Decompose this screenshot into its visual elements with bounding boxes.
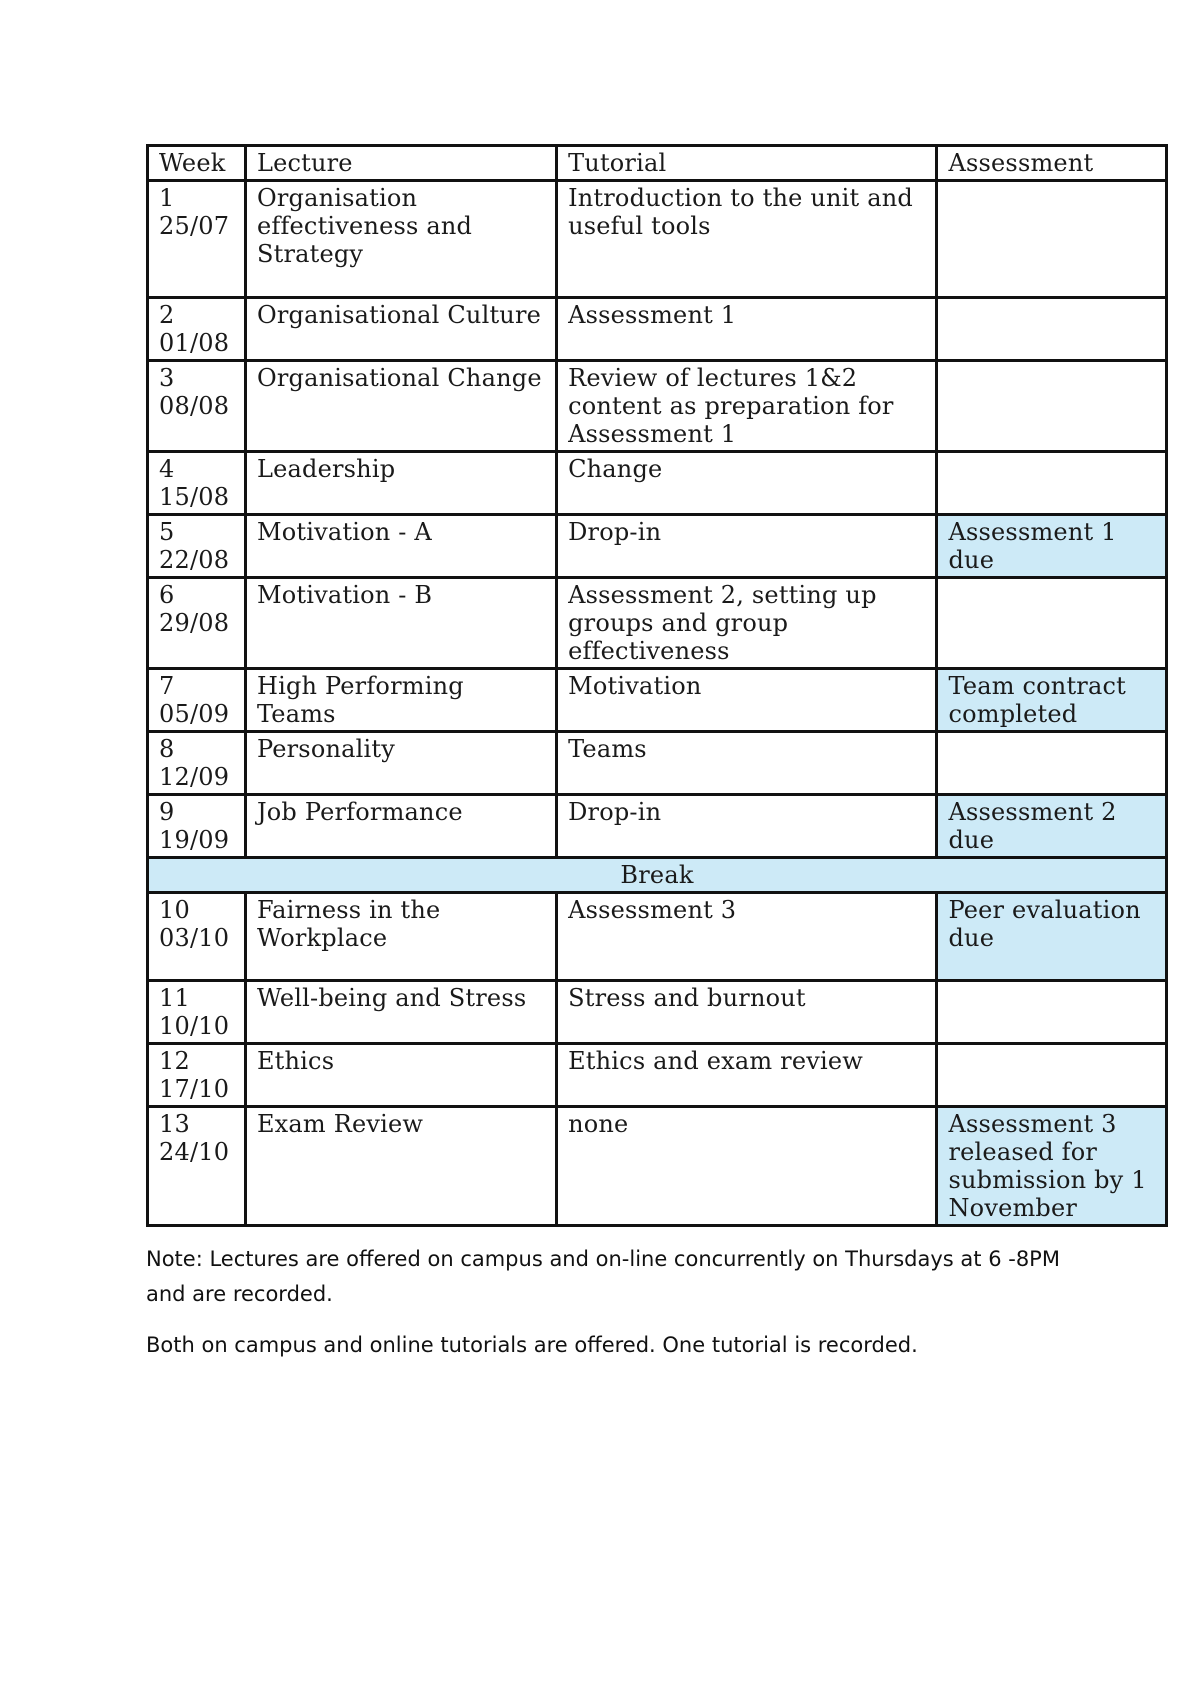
lecture-cell: High Performing Teams	[245, 669, 556, 732]
header-week: Week	[148, 146, 246, 181]
table-row	[148, 361, 1167, 452]
schedule-table	[146, 144, 1168, 1227]
week-number: 7	[159, 672, 175, 700]
week-cell	[148, 515, 246, 578]
week-date: 17/10	[159, 1075, 230, 1103]
table-row	[148, 981, 1167, 1044]
lecture-cell: Organisation effectiveness and Strategy	[245, 181, 556, 298]
table-row	[148, 515, 1167, 578]
table-row	[148, 452, 1167, 515]
assessment-cell	[937, 578, 1167, 669]
table-row	[148, 1044, 1167, 1107]
assessment-cell	[937, 181, 1167, 298]
week-number: 13	[159, 1110, 190, 1138]
table-row	[148, 732, 1167, 795]
lecture-cell: Ethics	[245, 1044, 556, 1107]
week-cell	[148, 298, 246, 361]
week-number: 3	[159, 364, 175, 392]
week-number: 1	[159, 184, 175, 212]
week-cell	[148, 981, 246, 1044]
assessment-cell-highlighted: Assessment 3 released for submission by 1 November	[937, 1107, 1167, 1226]
table-row	[148, 1107, 1167, 1226]
lecture-cell: Organisational Culture	[245, 298, 556, 361]
week-cell	[148, 361, 246, 452]
table-row	[148, 795, 1167, 858]
assessment-cell-highlighted: Peer evaluation due	[937, 893, 1167, 981]
tutorial-cell: Introduction to the unit and useful tools	[557, 181, 937, 298]
table-row	[148, 893, 1167, 981]
week-cell	[148, 578, 246, 669]
table-row	[148, 298, 1167, 361]
week-date: 03/10	[159, 924, 230, 952]
assessment-cell	[937, 452, 1167, 515]
tutorial-cell: Drop-in	[557, 515, 937, 578]
week-date: 12/09	[159, 763, 230, 791]
lecture-cell: Fairness in the Workplace	[245, 893, 556, 981]
notes-section	[146, 1242, 1086, 1379]
assessment-cell	[937, 732, 1167, 795]
tutorial-cell: none	[557, 1107, 937, 1226]
assessment-cell-highlighted: Team contract completed	[937, 669, 1167, 732]
assessment-cell	[937, 361, 1167, 452]
week-cell	[148, 669, 246, 732]
week-cell	[148, 452, 246, 515]
note-lectures: Note: Lectures are offered on campus and on-line concurrently on Thursdays at 6 -8PM and are recorded.	[146, 1247, 1060, 1306]
week-number: 9	[159, 798, 175, 826]
header-tutorial: Tutorial	[557, 146, 937, 181]
week-cell	[148, 1107, 246, 1226]
lecture-cell: Motivation - A	[245, 515, 556, 578]
tutorial-cell: Drop-in	[557, 795, 937, 858]
week-date: 19/09	[159, 826, 230, 854]
week-number: 10	[159, 896, 190, 924]
table-row	[148, 181, 1167, 298]
week-cell	[148, 732, 246, 795]
tutorial-cell: Ethics and exam review	[557, 1044, 937, 1107]
week-number: 2	[159, 301, 175, 329]
tutorial-cell: Assessment 3	[557, 893, 937, 981]
tutorial-cell: Change	[557, 452, 937, 515]
header-assessment: Assessment	[937, 146, 1167, 181]
lecture-cell: Job Performance	[245, 795, 556, 858]
assessment-cell-highlighted: Assessment 1 due	[937, 515, 1167, 578]
week-number: 4	[159, 455, 175, 483]
week-cell	[148, 795, 246, 858]
note-tutorials: Both on campus and online tutorials are offered. One tutorial is recorded.	[146, 1333, 918, 1357]
week-number: 5	[159, 518, 175, 546]
tutorial-cell: Motivation	[557, 669, 937, 732]
lecture-cell: Well-being and Stress	[245, 981, 556, 1044]
assessment-cell-highlighted: Assessment 2 due	[937, 795, 1167, 858]
week-date: 08/08	[159, 392, 230, 420]
week-number: 8	[159, 735, 175, 763]
tutorial-cell: Teams	[557, 732, 937, 795]
assessment-cell	[937, 981, 1167, 1044]
break-row	[148, 858, 1167, 893]
week-date: 22/08	[159, 546, 230, 574]
week-date: 15/08	[159, 483, 230, 511]
table-row	[148, 669, 1167, 732]
header-lecture: Lecture	[245, 146, 556, 181]
tutorial-cell: Review of lectures 1&2 content as preparation for Assessment 1	[557, 361, 937, 452]
week-number: 12	[159, 1047, 190, 1075]
week-cell	[148, 893, 246, 981]
week-date: 29/08	[159, 609, 230, 637]
assessment-cell	[937, 1044, 1167, 1107]
week-date: 01/08	[159, 329, 230, 357]
week-date: 05/09	[159, 700, 230, 728]
lecture-cell: Organisational Change	[245, 361, 556, 452]
week-cell	[148, 181, 246, 298]
assessment-cell	[937, 298, 1167, 361]
week-cell	[148, 1044, 246, 1107]
table-row	[148, 578, 1167, 669]
tutorial-cell: Stress and burnout	[557, 981, 937, 1044]
week-date: 24/10	[159, 1138, 230, 1166]
tutorial-cell: Assessment 2, setting up groups and group effectiveness	[557, 578, 937, 669]
lecture-cell: Personality	[245, 732, 556, 795]
break-label: Break	[148, 858, 1167, 893]
lecture-cell: Leadership	[245, 452, 556, 515]
week-number: 11	[159, 984, 190, 1012]
lecture-cell: Motivation - B	[245, 578, 556, 669]
week-number: 6	[159, 581, 175, 609]
lecture-cell: Exam Review	[245, 1107, 556, 1226]
week-date: 25/07	[159, 212, 230, 240]
tutorial-cell: Assessment 1	[557, 298, 937, 361]
week-date: 10/10	[159, 1012, 230, 1040]
table-header-row	[148, 146, 1167, 181]
